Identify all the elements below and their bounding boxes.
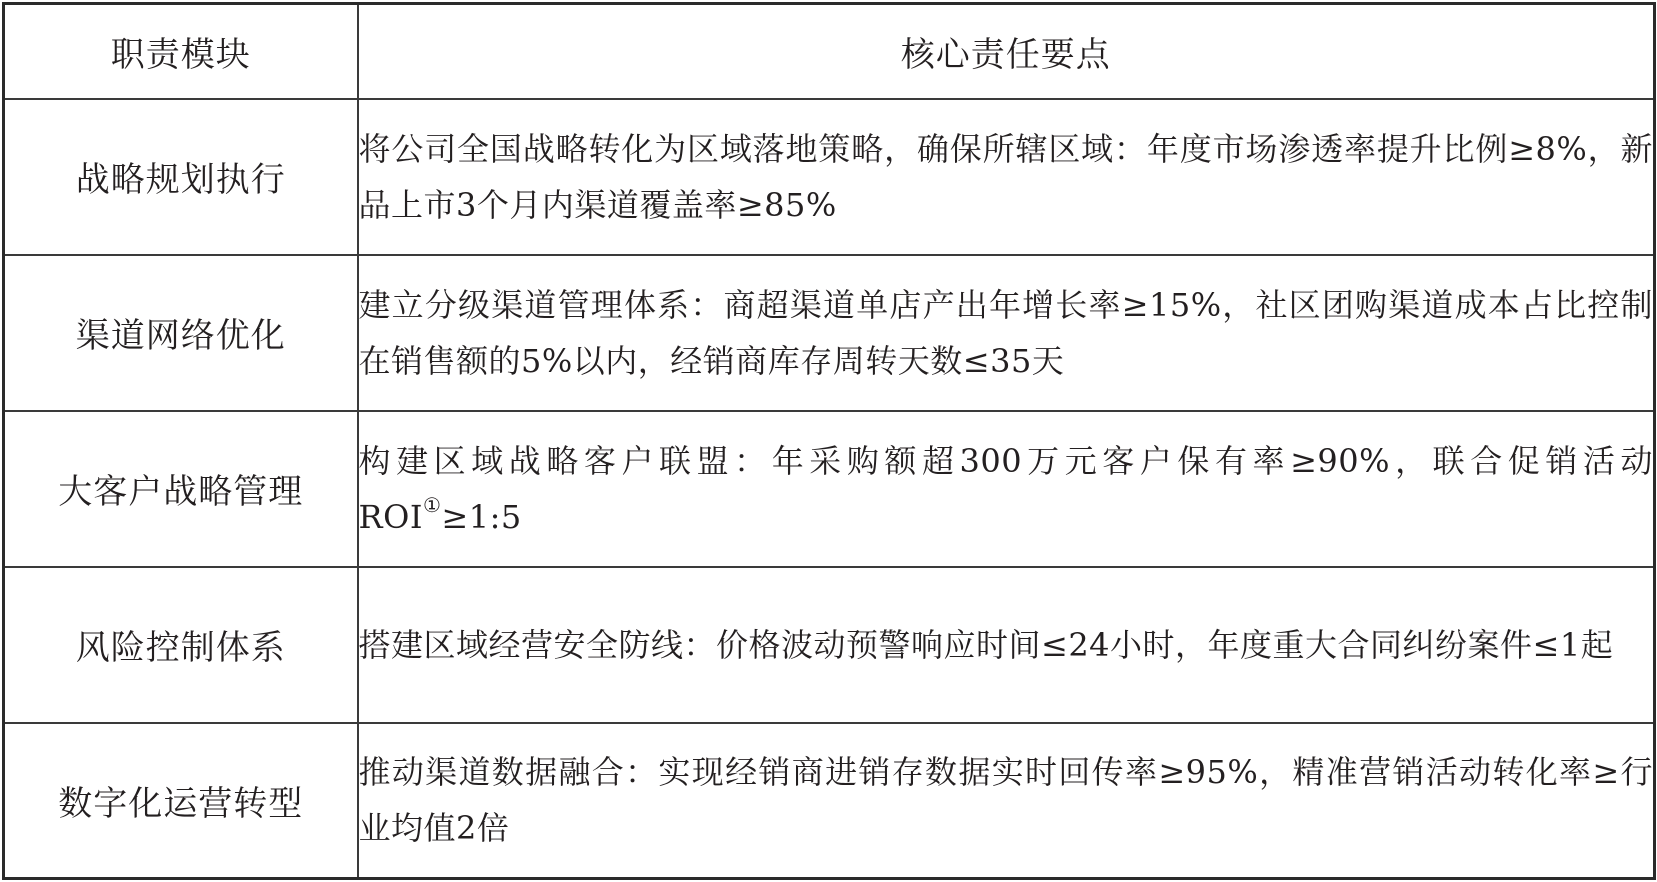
responsibility-points: 推动渠道数据融合：实现经销商进销存数据实时回传率≥95%，精准营销活动转化率≥行业均值2倍 (358, 723, 1655, 879)
header-points: 核心责任要点 (358, 4, 1655, 99)
table-row (4, 411, 1655, 567)
table-header-row (4, 4, 1655, 99)
responsibility-points: 建立分级渠道管理体系：商超渠道单店产出年增长率≥15%，社区团购渠道成本占比控制在销售额的5%以内，经销商库存周转天数≤35天 (358, 255, 1655, 411)
responsibility-points: 搭建区域经营安全防线：价格波动预警响应时间≤24小时，年度重大合同纠纷案件≤1起 (358, 567, 1655, 723)
responsibility-table (2, 2, 1656, 880)
responsibility-points (358, 411, 1655, 567)
module-name: 风险控制体系 (4, 567, 358, 723)
points-text-before-note: 构建区域战略客户联盟：年采购额超300万元客户保有率≥90%，联合促销活动ROI (358, 441, 1653, 536)
table-row (4, 723, 1655, 879)
responsibility-points: 将公司全国战略转化为区域落地策略，确保所辖区域：年度市场渗透率提升比例≥8%，新品上市3个月内渠道覆盖率≥85% (358, 99, 1655, 255)
table-row (4, 99, 1655, 255)
table-row (4, 567, 1655, 723)
module-name: 数字化运营转型 (4, 723, 358, 879)
module-name: 大客户战略管理 (4, 411, 358, 567)
module-name: 渠道网络优化 (4, 255, 358, 411)
header-module: 职责模块 (4, 4, 358, 99)
module-name: 战略规划执行 (4, 99, 358, 255)
table-row (4, 255, 1655, 411)
points-text-after-note: ≥1:5 (441, 497, 522, 536)
footnote-marker: ① (422, 492, 442, 517)
